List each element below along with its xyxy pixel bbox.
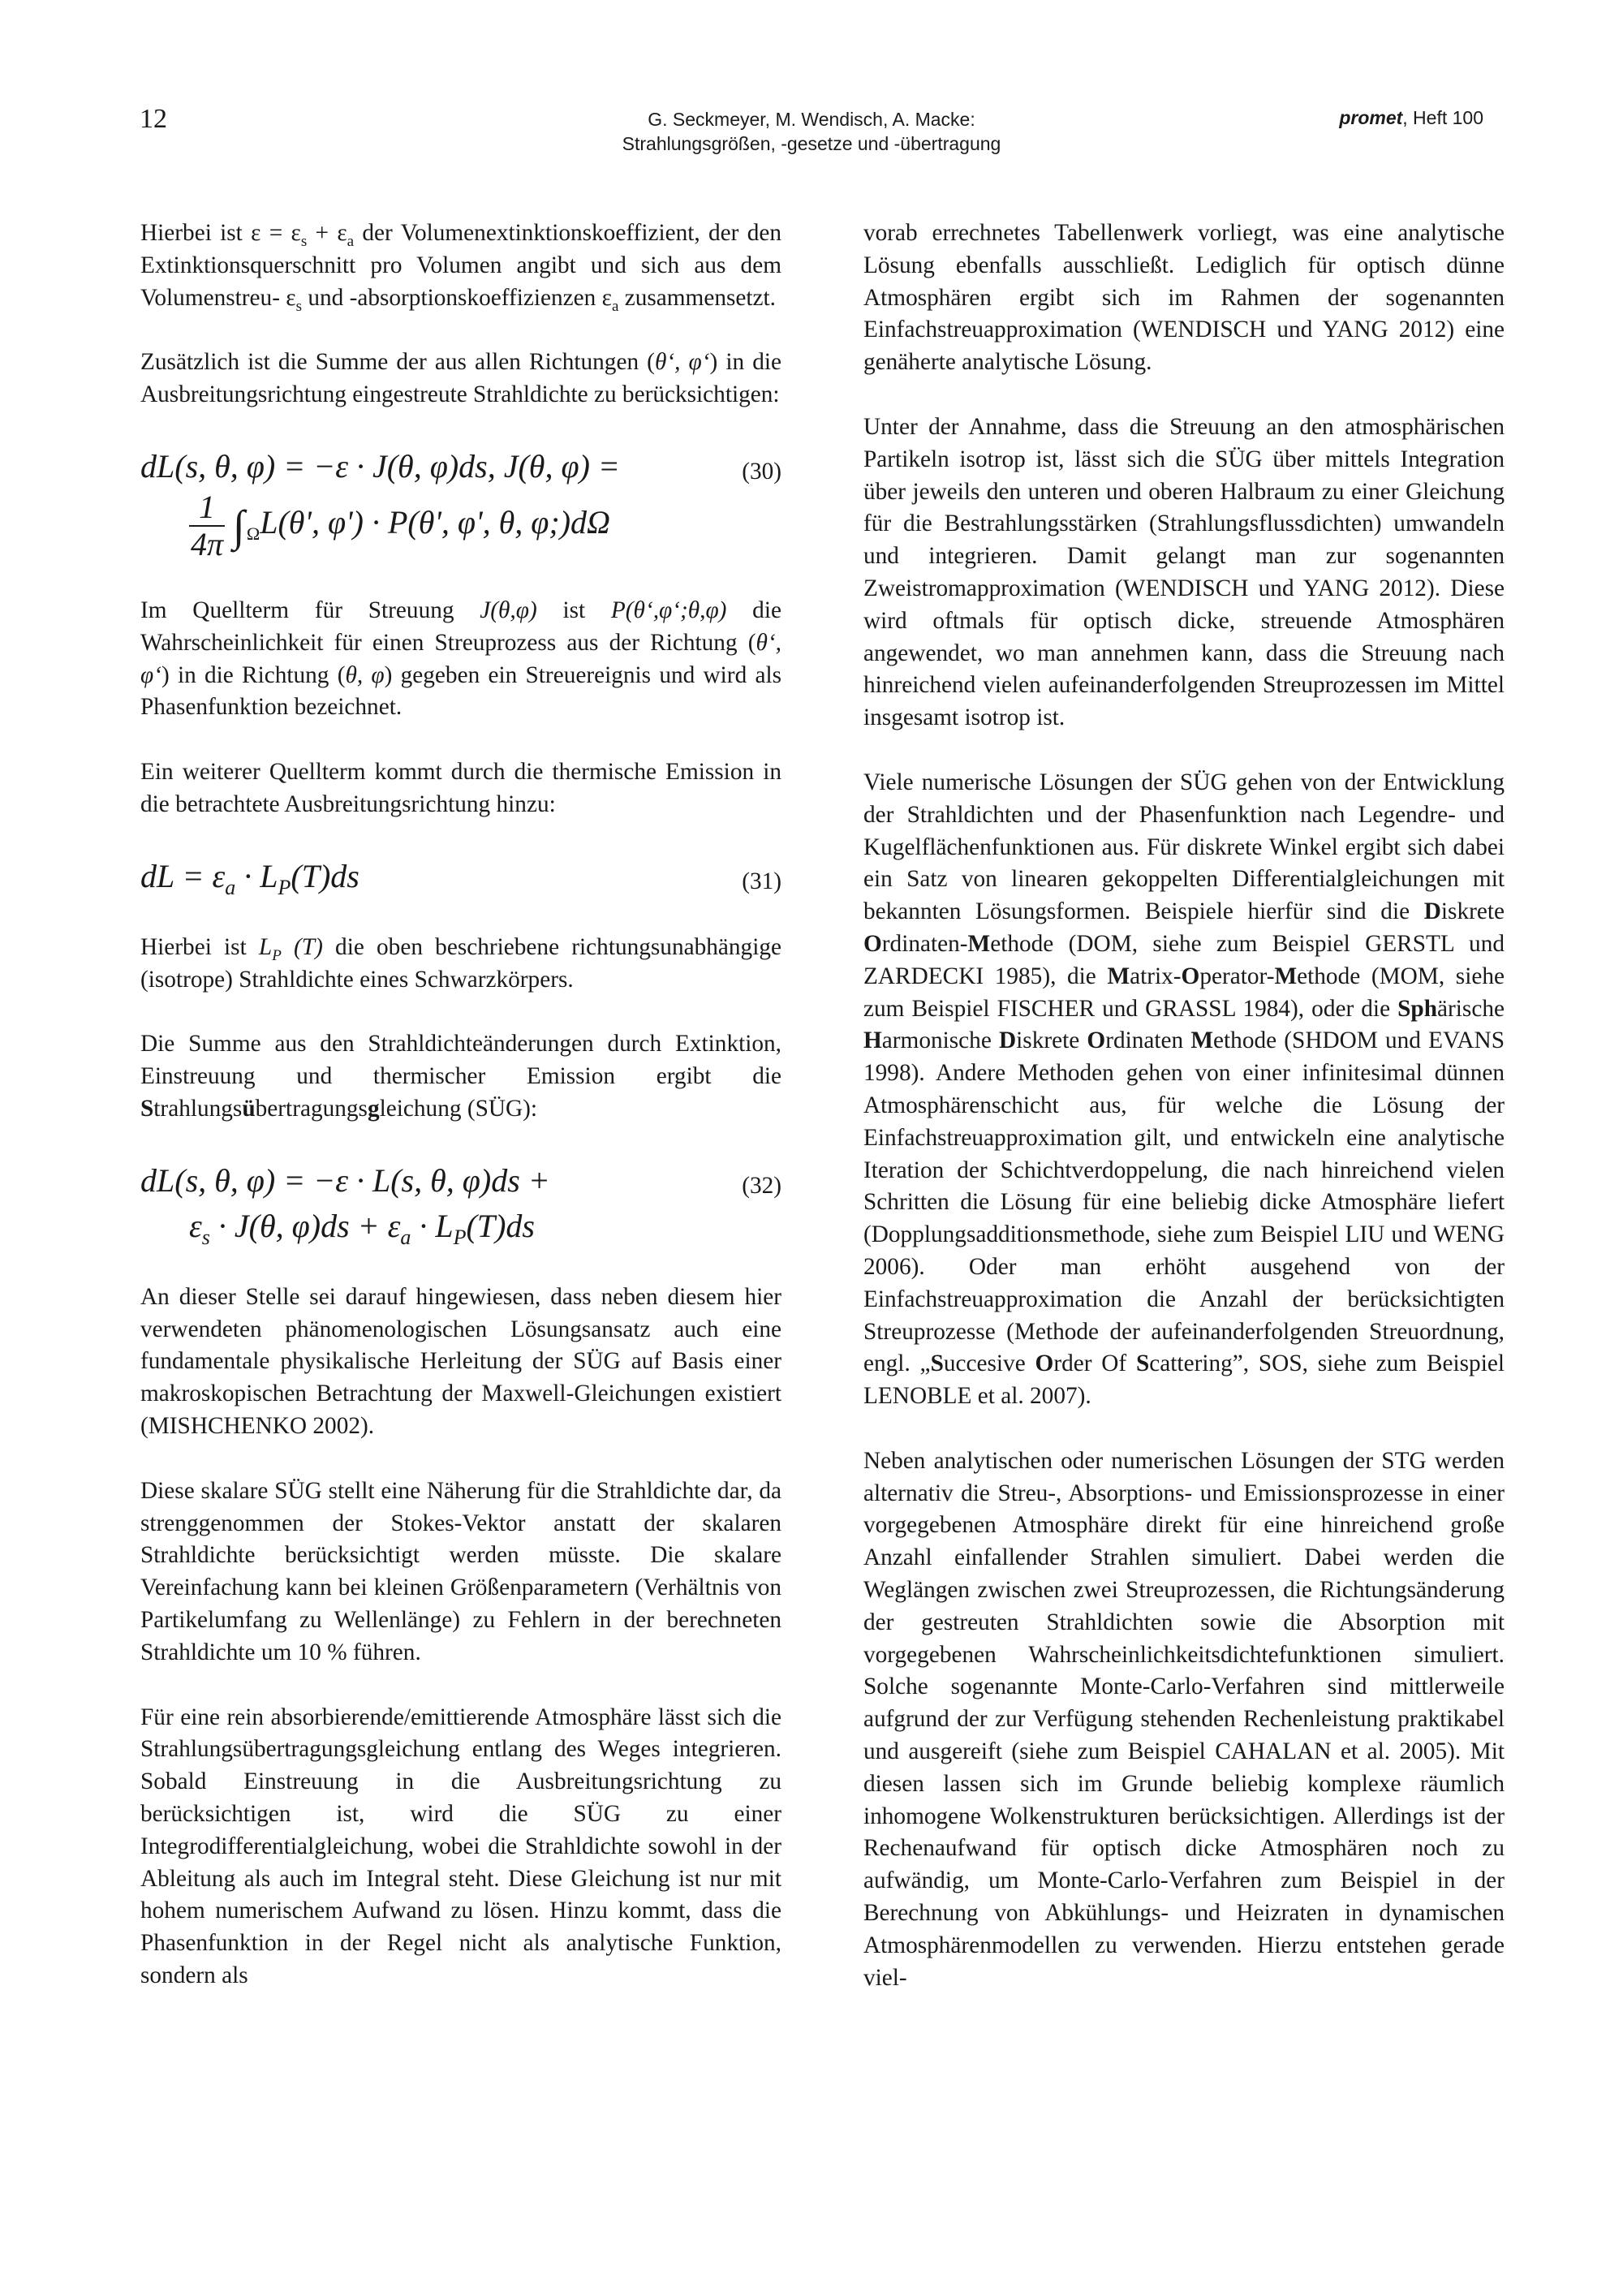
journal-info <box>1339 107 1483 129</box>
paragraph: Hierbei ist $\varepsilon = \varepsilon_s + \varepsilon_a$ der Volumenextinktionskoeffizient, der den Extinktionsquerschnitt pro Volumen angibt und sich aus dem Volumenstreu- $\varepsilon_s$ und -absorptionskoeffizienzen $\varepsilon_a$ zusammensetzt. <box>140 220 782 315</box>
page-header <box>0 104 1623 161</box>
paragraph: Neben analytischen oder numerischen Lösungen der STG werden alternativ die Streu-, Absorptions- und Emissionsprozesse in einer vorgegebenen Atmosphäre direkt für eine hinreichend große Anzahl einfallender Strahlen simuliert. Dabei werden die Weglängen zwischen zwei Streuprozessen, die Richtungsänderung der gestreuten Strahldichten sowie die Absorption mit vorgegebenen Wahrscheinlichkeitsdichtefunktionen simuliert. Solche sogenannte Monte-Carlo-Verfahren sind mittlerweile aufgrund der zur Verfügung stehenden Rechenleistung praktikabel und ausgereift (siehe zum Beispiel CAHALAN et al. 2005). Mit diesen lassen sich im Grunde beliebig komplexe räumlich inhomogene Wolkenstrukturen berücksichtigen. Allerdings ist der Rechenaufwand für optisch dicke Atmosphären noch zu aufwändig, um Monte-Carlo-Verfahren zum Beispiel in der Berechnung von Abkühlungs- und Heizraten in dynamischen Atmosphärenmodellen zu verwenden. Hierzu entstehen gerade viel- <box>863 1447 1505 1991</box>
journal-issue: , Heft 100 <box>1402 107 1483 128</box>
left-column <box>140 218 781 1992</box>
equation-line: dL(s, θ, φ) = −ε · L(s, θ, φ)ds + <box>140 1161 550 1199</box>
paragraph: Für eine rein absorbierende/emittierende Atmosphäre lässt sich die Strahlungsübertragungsgleichung entlang des Weges integrieren. Sobald Einstreuung in die Ausbreitungsrichtung zu berücksichtigen ist, wird die SÜG zu einer Integrodifferentialgleichung, wobei die Strahldichte sowohl in der Ableitung als auch im Integral steht. Diese Gleichung ist nur mit hohem numerischem Aufwand zu lösen. Hinzu kommt, dass die Phasenfunktion in der Regel nicht als analytische Funktion, sondern als <box>140 1704 781 1988</box>
paragraph: An dieser Stelle sei darauf hingewiesen, dass neben diesem hier verwendeten phänomenologischen Lösungsansatz auch eine fundamentale physikalische Herleitung der SÜG auf Basis einer makroskopischen Betrachtung der Maxwell-Gleichungen existiert (MISHCHENKO 2002). <box>140 1283 781 1439</box>
right-column <box>863 218 1505 1994</box>
paragraph: Hierbei ist $L_P$ (T) die oben beschriebene richtungsunabhängige (isotrope) Strahldichte eines Schwarzkörpers. <box>140 933 781 993</box>
integral-sign: ∫ <box>233 501 245 550</box>
authors: G. Seckmeyer, M. Wendisch, A. Macke: <box>648 109 975 130</box>
paragraph: Diese skalare SÜG stellt eine Näherung für die Strahldichte dar, da strenggenommen der Stokes-Vektor anstatt der skalaren Strahldichte berücksichtigt werden müsste. Die skalare Vereinfachung kann bei kleinen Größenparametern (Verhältnis von Partikelumfang zu Wellenlänge) zu Fehlern in der berechneten Strahldichte um 10 % führen. <box>140 1477 781 1665</box>
page-number: 12 <box>140 104 167 134</box>
equation-line: dL = $\varepsilon_a \cdot L_P(T)ds$ <box>140 857 359 899</box>
journal-brand: promet <box>1339 107 1403 128</box>
paragraph: Unter der Annahme, dass die Streuung an den atmosphärischen Partikeln isotrop ist, lässt sich die SÜG über mittels Integration über jeweils den unteren und oberen Halbraum zu einer Gleichung für die Bestrahlungsstärken (Strahlungsflussdichten) umwandeln und integrieren. Damit gelangt man zur sogenannten Zweistromapproximation (WENDISCH und YANG 2012). Diese wird oftmals für optisch dicke, streuende Atmosphären angewendet, wo man annehmen kann, dass die Streuung nach hinreichend vielen aufeinanderfolgenden Streuprozessen im Mittel insgesamt isotrop ist. <box>863 413 1505 731</box>
equation-32 <box>140 1158 781 1249</box>
article-title: Strahlungsgrößen, -gesetze und -übertragung <box>622 133 1001 154</box>
equation-line: $\frac{1}{4\pi}$ $\int_\Omega L(\theta'$, φ') · P(θ', φ', θ, φ;)dΩ <box>191 488 610 562</box>
paragraph: Im Quellterm für Streuung J(θ,φ) ist P(θ‘,φ‘;θ,φ) die Wahrscheinlichkeit für einen Streuprozess aus der Richtung (θ‘, φ‘) in die Richtung (θ, φ) gegeben ein Streuereignis und wird als Phasenfunktion bezeichnet. <box>140 597 781 721</box>
equation-number: (31) <box>742 868 781 894</box>
equation-number: (32) <box>742 1172 781 1199</box>
equation-31 <box>140 854 781 899</box>
paragraph: vorab errechnetes Tabellenwerk vorliegt, was eine analytische Lösung ebenfalls ausschließt. Lediglich für optisch dünne Atmosphären ergibt sich im Rahmen der sogenannten Einfachstreuapproximation (WENDISCH und YANG 2012) eine genäherte analytische Lösung. <box>863 220 1505 376</box>
equation-line: $\varepsilon_s \cdot J(\theta$, $\varphi)ds + \varepsilon_a \cdot L_P(T)ds$ <box>189 1207 535 1249</box>
paragraph: Ein weiterer Quellterm kommt durch die thermische Emission in die betrachtete Ausbreitungsrichtung hinzu: <box>140 759 781 817</box>
equation-30 <box>140 444 781 562</box>
paragraph: Viele numerische Lösungen der SÜG gehen von der Entwicklung der Strahldichten und der Phasenfunktion nach Legendre- und Kugelflächenfunktionen aus. Für diskrete Winkel ergibt sich dabei ein Satz von linearen gekoppelten Differentialgleichungen mit bekannten Lösungsformen. Beispiele hierfür sind die Diskrete Ordinaten-Methode (DOM, siehe zum Beispiel GERSTL und ZARDECKI 1985), die Matrix-Operator-Methode (MOM, siehe zum Beispiel FISCHER und GRASSL 1984), oder die Sphärische Harmonische Diskrete Ordinaten Methode (SHDOM und EVANS 1998). Andere Methoden gehen von einer infinitesimal dünnen Atmosphärenschicht aus, für welche die Lösung der Einfachstreuapproximation gilt, und entwickeln eine analytische Iteration der Schichtverdoppelung, die nach hinreichend vielen Schritten die Lösung für eine beliebig dicke Atmosphäre liefert (Dopplungsadditionsmethode, siehe zum Beispiel LIU und WENG 2006). Oder man erhöht ausgehend von der Einfachstreuapproximation die Anzahl der berücksichtigten Streuprozesse (Methode der aufeinanderfolgenden Streuordnung, engl. „Succesive Order Of Scattering”, SOS, siehe zum Beispiel LENOBLE et al. 2007). <box>863 769 1505 1410</box>
equation-number: (30) <box>742 458 781 485</box>
equation-line: dL(s, θ, φ) = −ε · J(θ, φ)ds, J(θ, φ) = <box>140 447 620 485</box>
fraction: $\frac{1}{4\pi}$ <box>191 488 224 562</box>
paragraph: Zusätzlich ist die Summe der aus allen Richtungen (θ‘, φ‘) in die Ausbreitungsrichtung eingestreute Strahldichte zu berücksichtigen: <box>140 349 781 408</box>
paragraph: Die Summe aus den Strahldichteänderungen durch Extinktion, Einstreuung und thermischer Emission ergibt die Strahlungsübertragungsgleichung (SÜG): <box>140 1031 781 1122</box>
